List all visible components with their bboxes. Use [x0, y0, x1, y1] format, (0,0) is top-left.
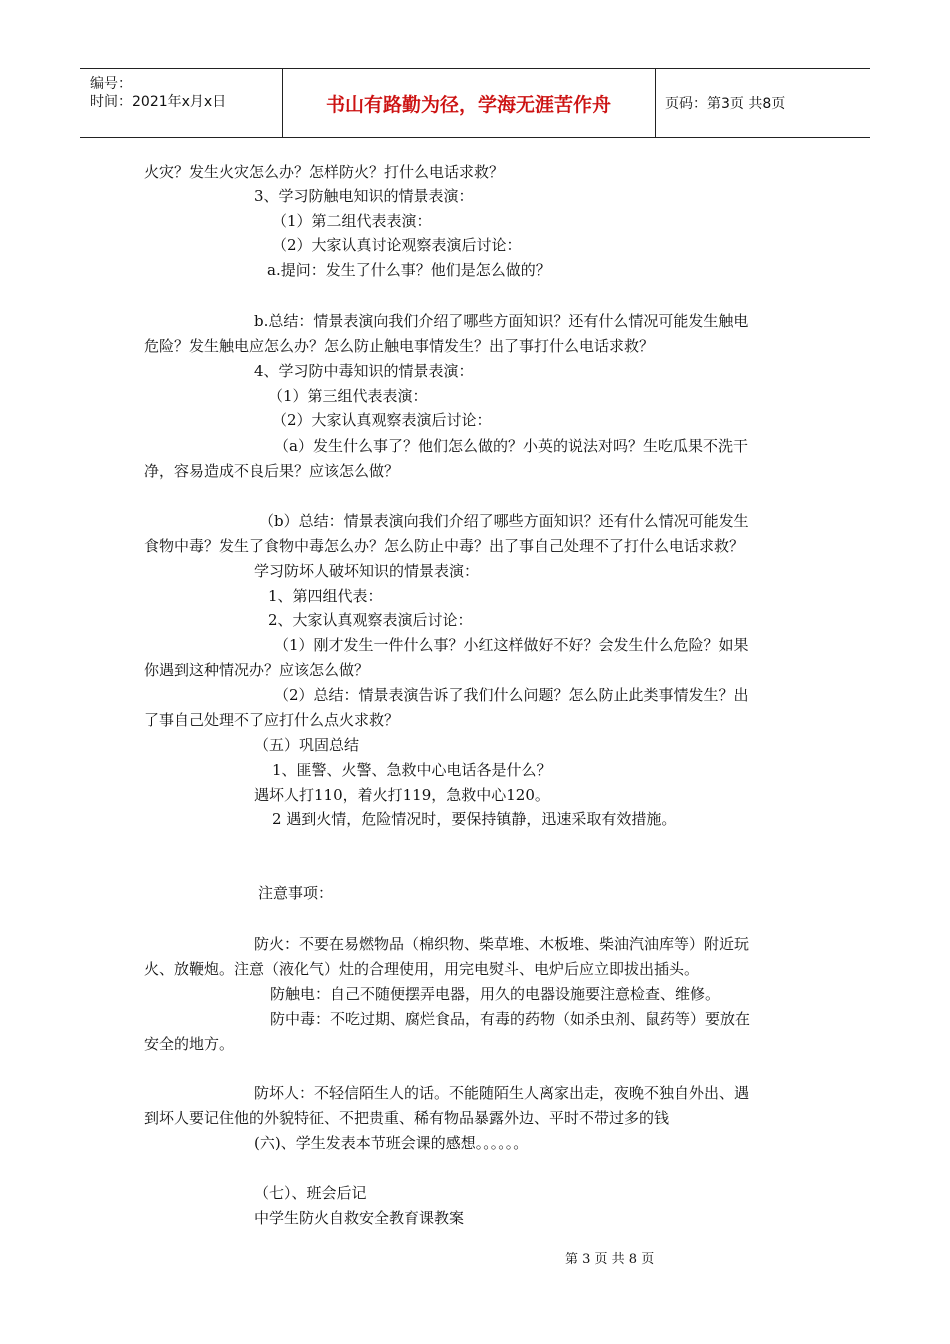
- body-line: 危险？发生触电应怎么办？怎么防止触电事情发生？出了事打什么电话求救？: [144, 337, 655, 355]
- body-line: 防坏人：不轻信陌生人的话。不能随陌生人离家出走，夜晚不独自外出、遇: [254, 1084, 750, 1102]
- body-line: 安全的地方。: [144, 1035, 235, 1053]
- body-line: 火灾？发生火灾怎么办？怎样防火？打什么电话求救？: [144, 163, 505, 181]
- body-line: 1、匪警、火警、急救中心电话各是什么？: [272, 761, 552, 779]
- body-line: 2、大家认真观察表演后讨论：: [268, 611, 473, 629]
- body-line: 防触电：自己不随便摆弄电器，用久的电器设施要注意检查、维修。: [270, 985, 721, 1003]
- body-line: （1）刚才发生一件什么事？小红这样做好不好？会发生什么危险？如果: [274, 636, 749, 654]
- body-line: 1、第四组代表：: [268, 587, 383, 605]
- body-line: （七）、班会后记: [254, 1184, 367, 1202]
- body-line: 防中毒：不吃过期、腐烂食品，有毒的药物（如杀虫剂、鼠药等）要放在: [270, 1010, 751, 1028]
- body-line: 到坏人要记住他的外貌特征、不把贵重、稀有物品暴露外边、平时不带过多的钱: [144, 1109, 670, 1127]
- body-line: 食物中毒？发生了食物中毒怎么办？怎么防止中毒？出了事自己处理不了打什么电话求救？: [144, 537, 745, 555]
- body-line: 你遇到这种情况办？应该怎么做？: [144, 661, 370, 679]
- body-line: 中学生防火自救安全教育课教案: [254, 1209, 465, 1227]
- header-motto: 书山有路勤为径，学海无涯苦作舟: [282, 69, 656, 137]
- body-line: 注意事项：: [258, 884, 334, 902]
- body-line: a.提问：发生了什么事？他们是怎么做的？: [267, 261, 551, 279]
- header-page-number: 页码：第3页 共8页: [665, 96, 786, 112]
- body-line: （b）总结：情景表演向我们介绍了哪些方面知识？还有什么情况可能发生: [259, 512, 749, 530]
- header-info-cell: [80, 69, 283, 137]
- body-line: （2）总结：情景表演告诉了我们什么问题？怎么防止此类事情发生？出: [274, 686, 749, 704]
- body-line: 净，容易造成不良后果？应该怎么做？: [144, 462, 400, 480]
- body-line: 了事自己处理不了应打什么点火求救？: [144, 711, 400, 729]
- body-line: 防火：不要在易燃物品（棉织物、柴草堆、木板堆、柴油汽油库等）附近玩: [254, 935, 750, 953]
- time-label: 时间：2021年x月x日: [90, 94, 227, 110]
- body-line: 2 遇到火情，危险情况时，要保持镇静，迅速采取有效措施。: [272, 810, 677, 828]
- body-line: 4、学习防中毒知识的情景表演：: [254, 362, 474, 380]
- body-line: b.总结：情景表演向我们介绍了哪些方面知识？还有什么情况可能发生触电: [254, 312, 749, 330]
- body-line: （2）大家认真观察表演后讨论：: [272, 411, 492, 429]
- body-line: 遇坏人打110，着火打119，急救中心120。: [254, 786, 550, 804]
- number-label: 编号：: [90, 76, 132, 92]
- body-line: 火、放鞭炮。注意（液化气）灶的合理使用，用完电熨斗、电炉后应立即拔出插头。: [144, 960, 700, 978]
- body-line: （2）大家认真讨论观察表演后讨论：: [272, 236, 522, 254]
- body-line: 学习防坏人破坏知识的情景表演：: [254, 562, 480, 580]
- page-header: [80, 68, 870, 138]
- body-line: （1）第三组代表表演：: [268, 387, 428, 405]
- page-footer: 第 3 页 共 8 页: [565, 1252, 655, 1267]
- body-line: （五）巩固总结: [254, 736, 360, 754]
- body-line: （1）第二组代表表演：: [272, 212, 432, 230]
- body-line: （a）发生什么事了？他们怎么做的？小英的说法对吗？生吃瓜果不洗干: [274, 437, 748, 455]
- body-line: (六)、学生发表本节班会课的感想。。。。。。: [254, 1134, 529, 1152]
- body-line: 3、学习防触电知识的情景表演：: [254, 187, 474, 205]
